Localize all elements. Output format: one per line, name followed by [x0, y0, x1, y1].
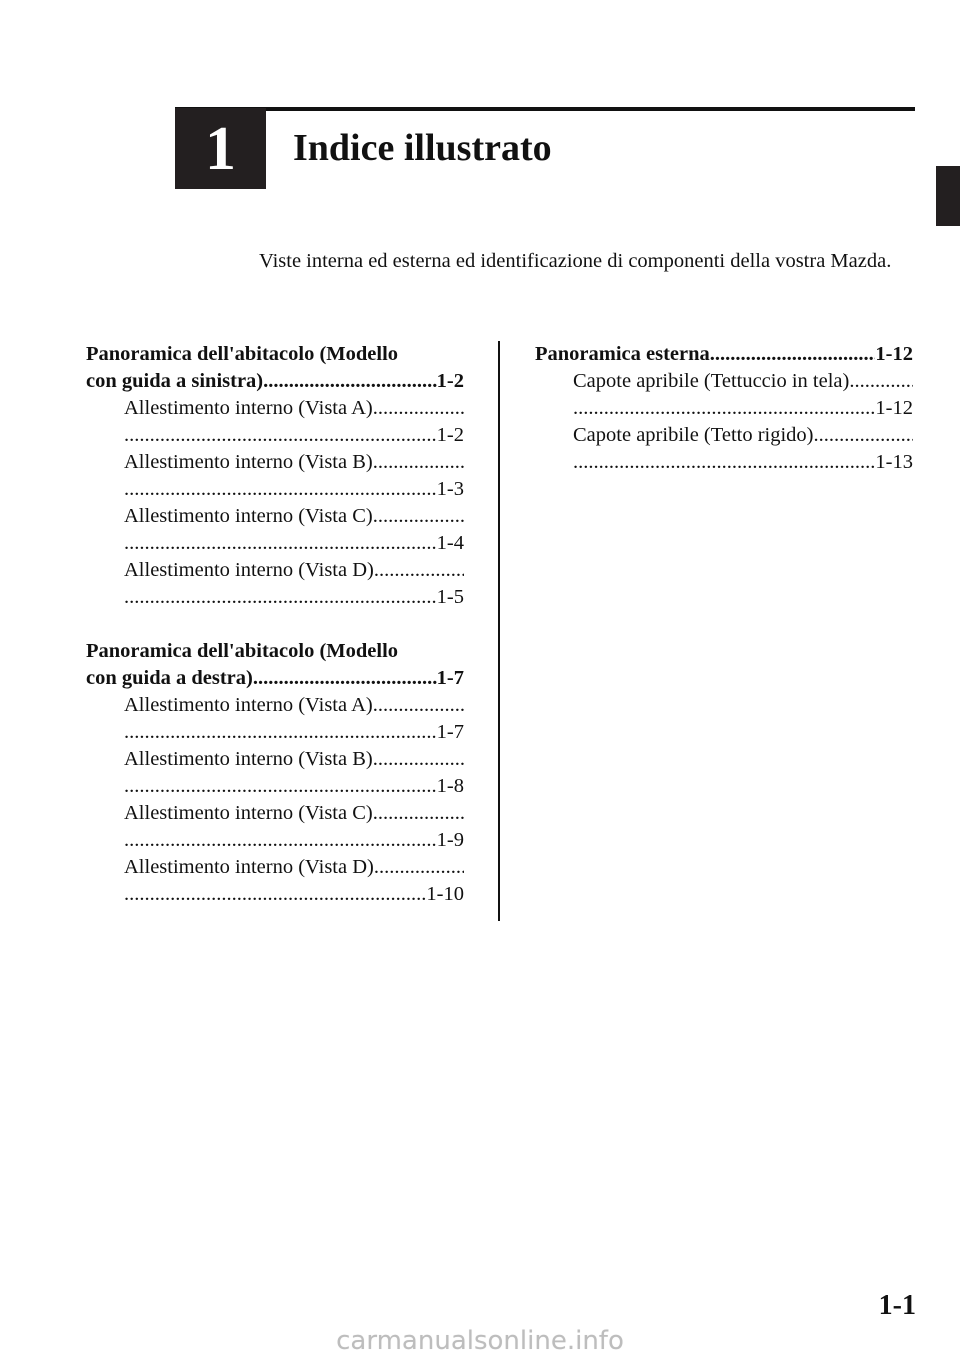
toc-entry[interactable] — [86, 692, 464, 746]
toc-entry-page: 1-13 — [875, 451, 913, 473]
toc-right-column — [535, 341, 913, 503]
toc-section — [86, 341, 464, 611]
toc-entry-page: 1-10 — [426, 883, 464, 905]
toc-section — [535, 341, 913, 476]
toc-section-page: 1-2 — [436, 370, 464, 392]
toc-section-title-line[interactable] — [86, 665, 464, 692]
toc-section-title-line[interactable] — [535, 341, 913, 368]
toc-entry[interactable] — [535, 422, 913, 476]
chapter-intro: Viste interna ed esterna ed identificazione di componenti della vostra Mazda. — [259, 250, 892, 272]
toc-entry-page: 1-12 — [875, 397, 913, 419]
toc-entry-label: Allestimento interno (Vista C) — [124, 802, 373, 824]
toc-entry-label: Allestimento interno (Vista B) — [124, 748, 373, 770]
toc-entry[interactable] — [86, 395, 464, 449]
toc-entry[interactable] — [86, 854, 464, 908]
site-watermark: carmanualsonline.info — [336, 1326, 624, 1356]
page-number: 1-1 — [878, 1290, 916, 1321]
toc-entry-label: Allestimento interno (Vista A) — [124, 694, 373, 716]
toc-entry-label: Allestimento interno (Vista A) — [124, 397, 373, 419]
toc-section-title-end: con guida a sinistra) — [86, 370, 264, 392]
toc-section-title-line[interactable] — [86, 368, 464, 395]
toc-entry[interactable] — [535, 368, 913, 422]
toc-section-title[interactable]: Panoramica dell'abitacolo (Modello — [86, 343, 399, 365]
toc-entry[interactable] — [86, 449, 464, 503]
toc-entry-label: Capote apribile (Tettuccio in tela) — [573, 370, 850, 392]
toc-entry-label: Allestimento interno (Vista C) — [124, 505, 373, 527]
column-divider — [498, 341, 500, 921]
toc-entry-page: 1-7 — [436, 721, 464, 743]
toc-entry-label: Allestimento interno (Vista B) — [124, 451, 373, 473]
toc-entry[interactable] — [86, 503, 464, 557]
toc-section-title: Panoramica esterna — [535, 343, 710, 365]
chapter-title: Indice illustrato — [293, 127, 552, 169]
chapter-number-badge — [175, 108, 266, 189]
toc-entry-page: 1-3 — [436, 478, 464, 500]
chapter-number: 1 — [205, 114, 236, 183]
toc-entry[interactable] — [86, 746, 464, 800]
toc-entry-page: 1-5 — [436, 586, 464, 608]
toc-entry-page: 1-2 — [436, 424, 464, 446]
toc-entry[interactable] — [86, 800, 464, 854]
chapter-top-rule — [175, 107, 915, 111]
toc-entry-page: 1-9 — [436, 829, 464, 851]
toc-entry-label: Allestimento interno (Vista D) — [124, 559, 374, 581]
toc-entry-label: Allestimento interno (Vista D) — [124, 856, 374, 878]
toc-entry-page: 1-8 — [436, 775, 464, 797]
chapter-side-tab — [936, 166, 960, 226]
toc-section — [86, 638, 464, 908]
toc-section-page: 1-7 — [436, 667, 464, 689]
toc-entry-page: 1-4 — [436, 532, 464, 554]
toc-entry[interactable] — [86, 557, 464, 611]
toc-section-page: 1-12 — [875, 343, 913, 365]
toc-left-column — [86, 341, 464, 935]
toc-entry-label: Capote apribile (Tetto rigido) — [573, 424, 814, 446]
toc-section-title-end: con guida a destra) — [86, 667, 253, 689]
toc-section-title[interactable]: Panoramica dell'abitacolo (Modello — [86, 640, 399, 662]
